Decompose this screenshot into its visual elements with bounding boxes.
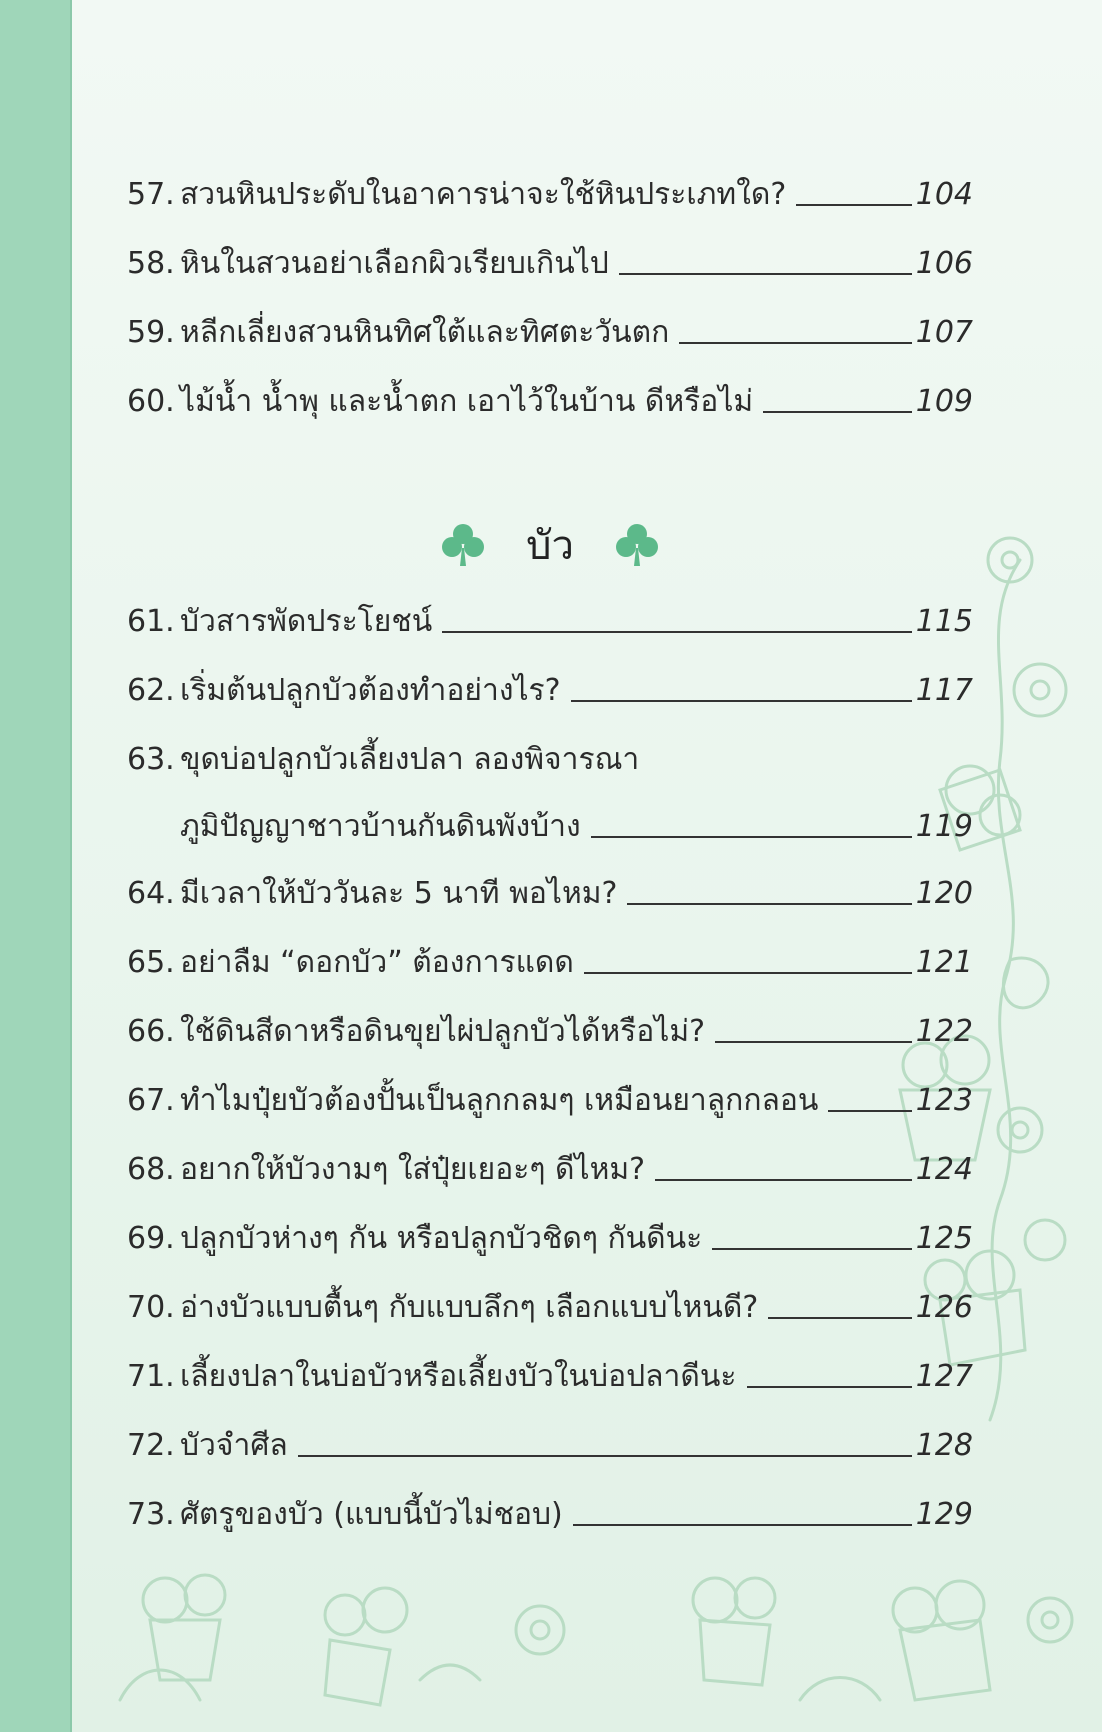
entry-title: ใช้ดินสีดาหรือดินขุยไผ่ปลูกบัวได้หรือไม่? [180, 1014, 706, 1049]
dot-leader [591, 836, 912, 838]
dot-leader [747, 1386, 912, 1388]
entry-title: สวนหินประดับในอาคารน่าจะใช้หินประเภทใด? [180, 177, 787, 212]
toc-entry-58 [127, 242, 973, 286]
entry-title: บัวจำศีล [180, 1428, 288, 1463]
entry-title: อย่าลืม “ดอกบัว” ต้องการแดด [180, 945, 574, 980]
entry-title-continued: ภูมิปัญญาชาวบ้านกันดินพังบ้าง [180, 809, 581, 844]
entry-title: เริ่มต้นปลูกบัวต้องทำอย่างไร? [180, 673, 561, 708]
toc-entry-67 [127, 1079, 973, 1123]
entry-title: ขุดบ่อปลูกบัวเลี้ยงปลา ลองพิจารณา [180, 742, 640, 777]
entry-page-number: 104 [915, 177, 973, 212]
toc-entry-66 [127, 1010, 973, 1054]
clover-icon [440, 522, 486, 568]
entry-page-number: 119 [915, 809, 973, 844]
entry-page-number: 109 [915, 384, 973, 419]
entry-number: 60. [127, 384, 175, 419]
dot-leader [571, 700, 912, 702]
toc-entry-57 [127, 173, 973, 217]
entry-title: เลี้ยงปลาในบ่อบัวหรือเลี้ยงบัวในบ่อปลาดีนะ [180, 1359, 737, 1394]
entry-number: 66. [127, 1014, 175, 1049]
entry-page-number: 125 [915, 1221, 973, 1256]
toc-entry-59 [127, 311, 973, 355]
entry-page-number: 122 [915, 1014, 973, 1049]
entry-page-number: 106 [915, 246, 973, 281]
toc-entry-65 [127, 941, 973, 985]
entry-number: 72. [127, 1428, 175, 1463]
toc-entry-63 [127, 738, 973, 782]
entry-number: 68. [127, 1152, 175, 1187]
toc-entry-62 [127, 669, 973, 713]
entry-number: 69. [127, 1221, 175, 1256]
entry-page-number: 128 [915, 1428, 973, 1463]
dot-leader [584, 972, 912, 974]
entry-title: บัวสารพัดประโยชน์ [180, 604, 433, 639]
entry-number: 58. [127, 246, 175, 281]
entry-number: 57. [127, 177, 175, 212]
entry-title: หลีกเลี่ยงสวนหินทิศใต้และทิศตะวันตก [180, 315, 670, 350]
entry-number: 73. [127, 1497, 175, 1532]
dot-leader [796, 204, 911, 206]
dot-leader [655, 1179, 912, 1181]
entry-page-number: 121 [915, 945, 973, 980]
entry-number: 62. [127, 673, 175, 708]
toc-entry-63-continued [180, 805, 973, 849]
entry-page-number: 123 [915, 1083, 973, 1118]
entry-page-number: 107 [915, 315, 973, 350]
entry-number: 61. [127, 604, 175, 639]
toc-entry-61 [127, 600, 973, 644]
dot-leader [619, 273, 912, 275]
entry-title: หินในสวนอย่าเลือกผิวเรียบเกินไป [180, 246, 609, 281]
dot-leader [828, 1110, 911, 1112]
toc-entry-70 [127, 1286, 973, 1330]
entry-title: ไม้น้ำ น้ำพุ และน้ำตก เอาไว้ในบ้าน ดีหรือไม่ [180, 384, 754, 419]
section-heading [440, 515, 660, 575]
dot-leader [715, 1041, 912, 1043]
entry-title: ศัตรูของบัว (แบบนี้บัวไม่ชอบ) [180, 1497, 563, 1532]
entry-page-number: 120 [915, 876, 973, 911]
entry-page-number: 117 [915, 673, 973, 708]
toc-entry-72 [127, 1424, 973, 1468]
entry-page-number: 129 [915, 1497, 973, 1532]
dot-leader [763, 411, 912, 413]
clover-icon [614, 522, 660, 568]
toc-entry-73 [127, 1493, 973, 1537]
entry-number: 65. [127, 945, 175, 980]
toc-entry-68 [127, 1148, 973, 1192]
section-title: บัว [526, 523, 574, 569]
dot-leader [442, 631, 911, 633]
entry-number: 71. [127, 1359, 175, 1394]
dot-leader [712, 1248, 911, 1250]
entry-title: มีเวลาให้บัววันละ 5 นาที พอไหม? [180, 876, 618, 911]
dot-leader [679, 342, 911, 344]
entry-number: 59. [127, 315, 175, 350]
entry-number: 64. [127, 876, 175, 911]
entry-page-number: 115 [915, 604, 973, 639]
entry-page-number: 127 [915, 1359, 973, 1394]
toc-entry-69 [127, 1217, 973, 1261]
toc-entry-71 [127, 1355, 973, 1399]
entry-number: 67. [127, 1083, 175, 1118]
entry-page-number: 124 [915, 1152, 973, 1187]
entry-title: อยากให้บัวงามๆ ใส่ปุ๋ยเยอะๆ ดีไหม? [180, 1152, 646, 1187]
entry-title: ทำไมปุ๋ยบัวต้องปั้นเป็นลูกกลมๆ เหมือนยาลูกกลอน [180, 1083, 819, 1118]
dot-leader [768, 1317, 911, 1319]
entry-number: 63. [127, 742, 175, 777]
toc-entry-64 [127, 872, 973, 916]
dot-leader [627, 903, 911, 905]
entry-title: ปลูกบัวห่างๆ กัน หรือปลูกบัวชิดๆ กันดีนะ [180, 1221, 703, 1256]
entry-number: 70. [127, 1290, 175, 1325]
dot-leader [298, 1455, 912, 1457]
dot-leader [573, 1524, 912, 1526]
toc-entry-60 [127, 380, 973, 424]
entry-page-number: 126 [915, 1290, 973, 1325]
entry-title: อ่างบัวแบบตื้นๆ กับแบบลึกๆ เลือกแบบไหนดี? [180, 1290, 759, 1325]
